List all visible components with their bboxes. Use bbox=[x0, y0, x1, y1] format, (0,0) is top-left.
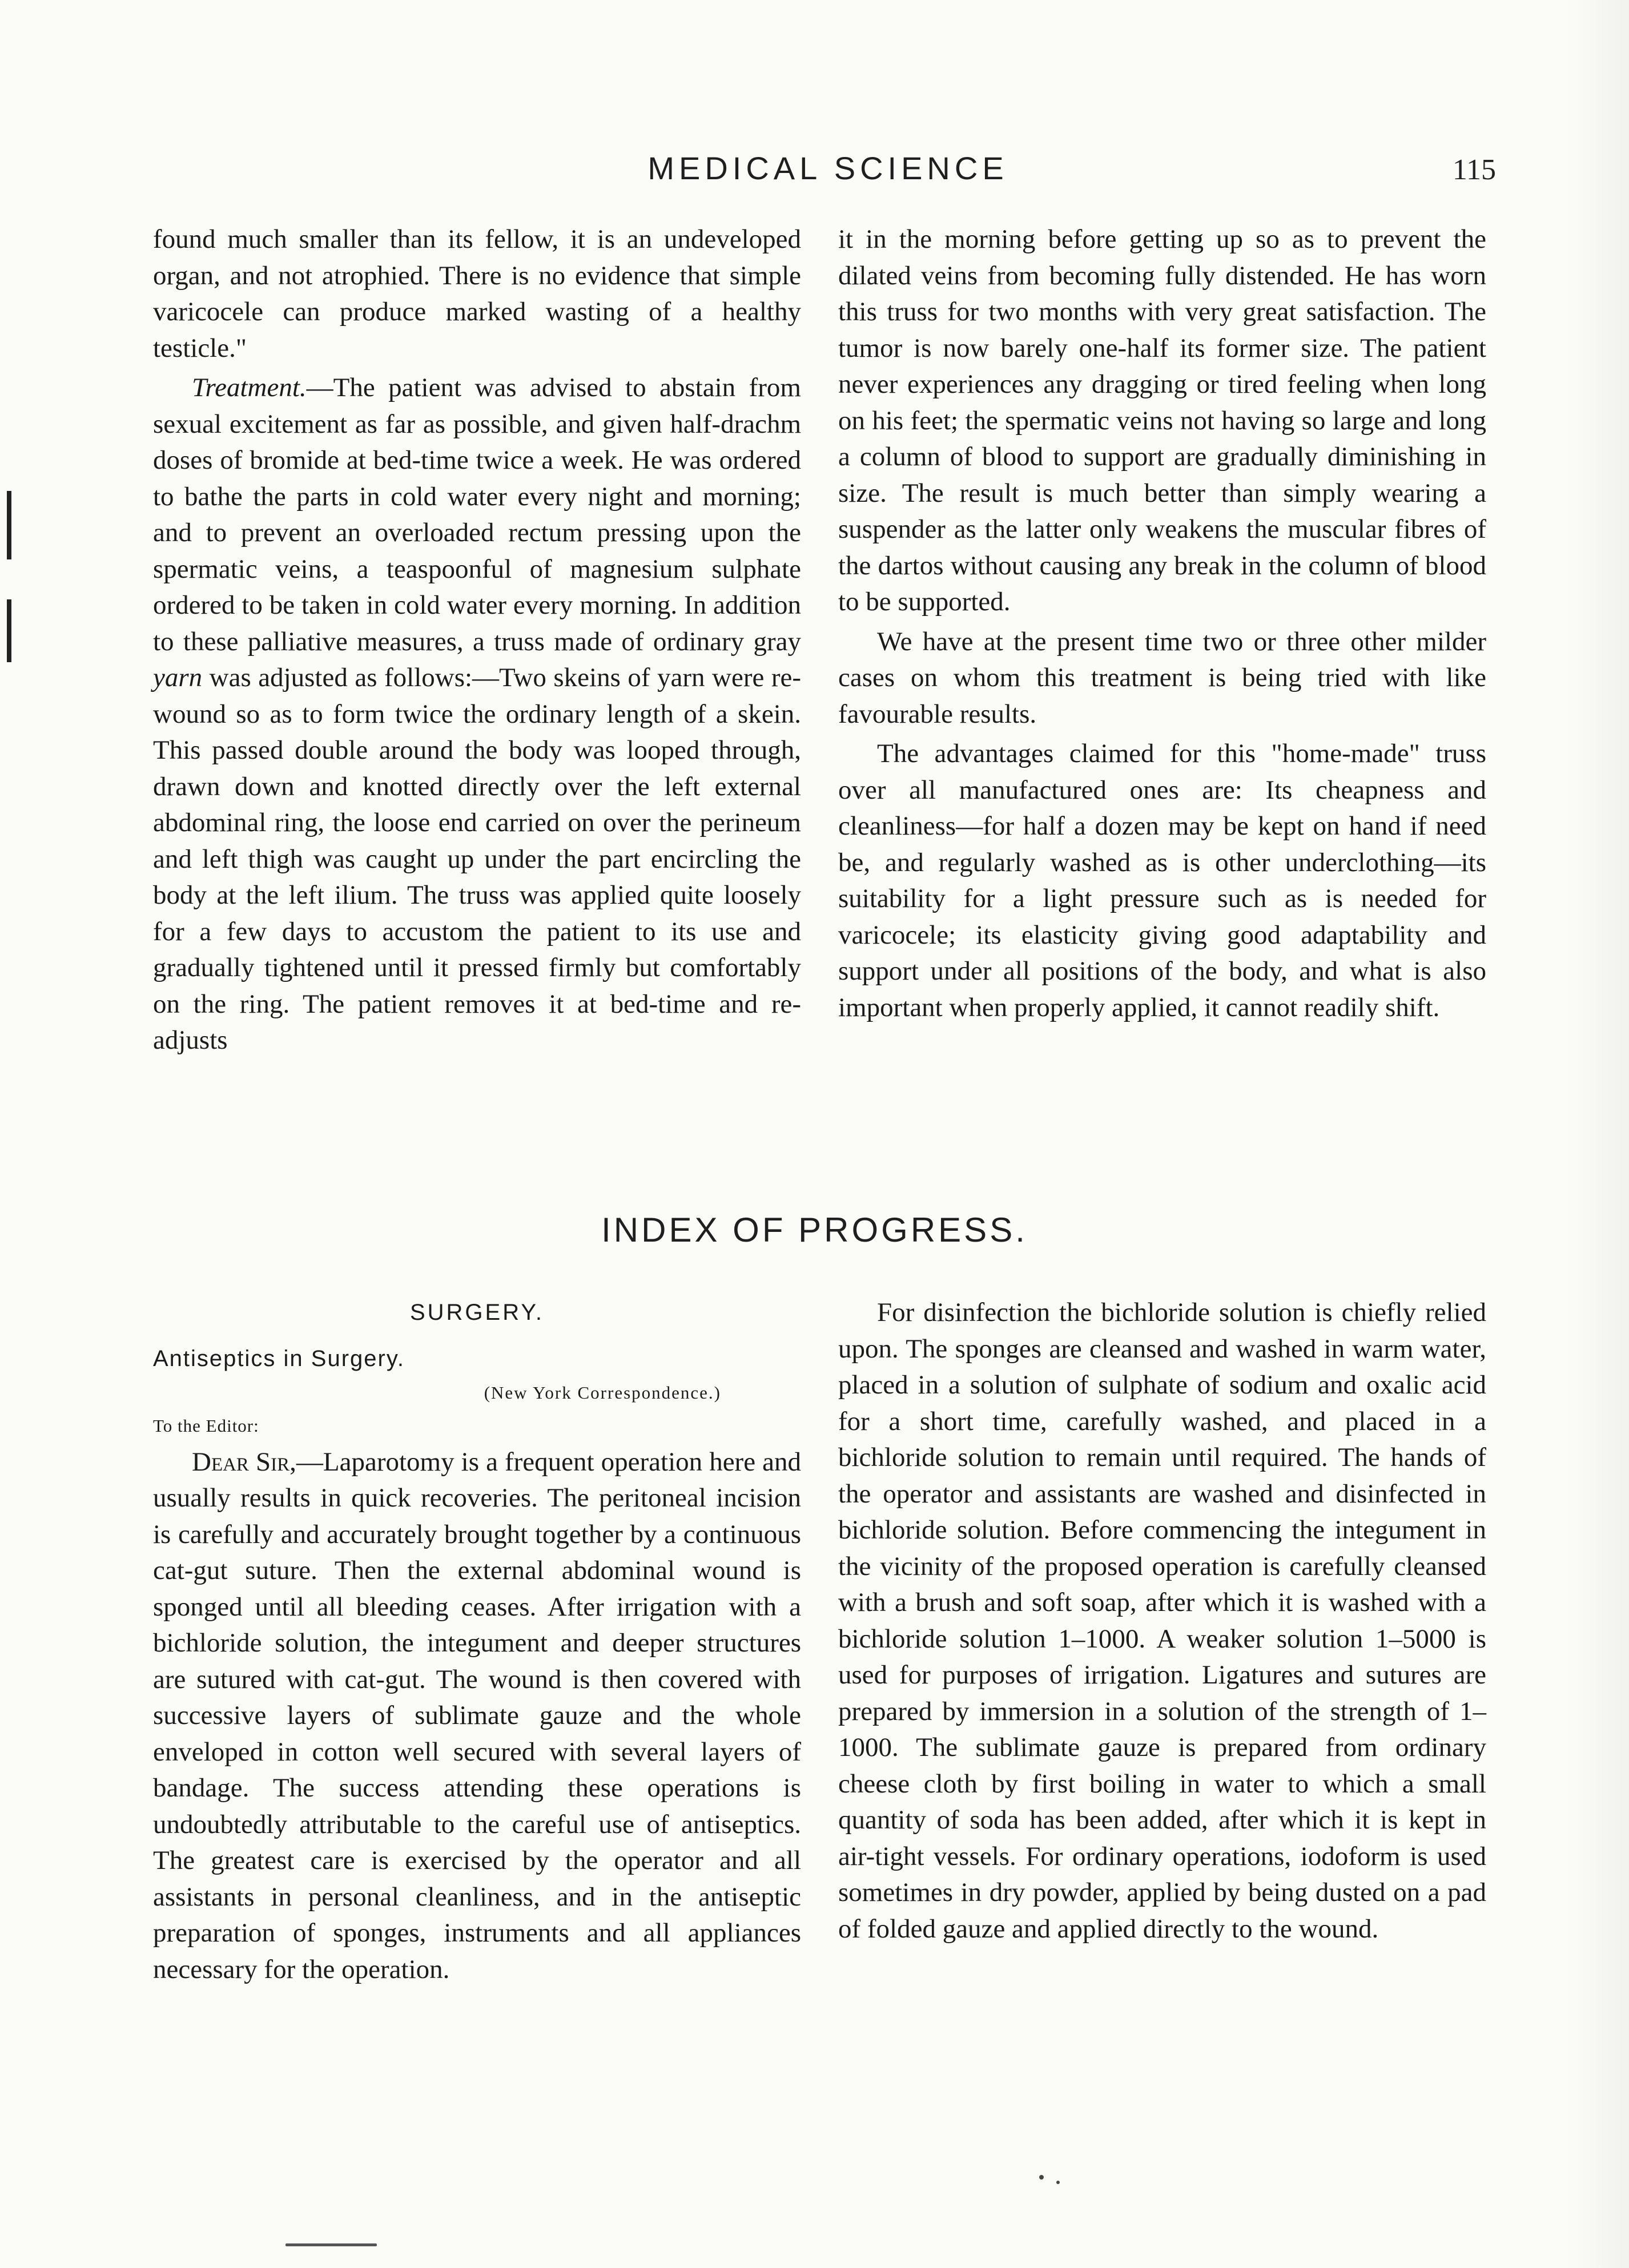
column-right-top bbox=[838, 221, 1486, 1026]
scan-margin-mark bbox=[7, 491, 11, 559]
treatment-text: —The patient was advised to abstain from sexual excitement as far as possible, and given half-drachm doses of bromide at bed-time twice a week. He was ordered to bathe the parts in cold water every night and morning; and to prevent an overloaded rectum pressing upon the spermatic veins, a teaspoonful of magnesium sulphate ordered to be taken in cold water every morning. In addition to these palliative measures, a truss made of ordinary gray bbox=[153, 373, 801, 656]
article-source: (New York Correspondence.) bbox=[484, 1382, 721, 1403]
letter-text: —Laparotomy is a frequent operation here and usually results in quick recoveries. The peritoneal incision is carefully and accurately brought together by a continuous cat-gut suture. Then the external abdominal wound is sponged until all bleeding ceases. After irrigation with a bichloride solution, the integument and deeper structures are sutured with cat-gut. The wound is then covered with successive layers of sublimate gauze and the whole enveloped in cotton well secured with several layers of bandage. The success attending these operations is undoubtedly attributable to the careful use of antiseptics. The greatest care is exercised by the operator and all assistants in personal cleanliness, and in the antiseptic preparation of sponges, instruments and all appliances necessary for the operation. bbox=[153, 1447, 801, 1984]
treatment-text-continued: was adjusted as follows:—Two skeins of yarn were re-wound so as to form twice the ordinary length of a skein. This passed double around the body was looped through, drawn down and knotted directly over the left external abdominal ring, the loose end carried on over the perineum and left thigh was caught up under the part encircling the body at the left ilium. The truss was applied quite loosely for a few days to accustom the patient to its use and gradually tightened until it pressed firmly but comfortably on the ring. The patient removes it at bed-time and re-adjusts bbox=[153, 663, 801, 1055]
paragraph: We have at the present time two or three other milder cases on whom this treatment is being tried with like favourable results. bbox=[838, 626, 1486, 729]
column-left-top bbox=[153, 221, 801, 1059]
paragraph: The advantages claimed for this "home-made" truss over all manufactured ones are: Its cheapness and cleanliness—for half a dozen may be kept on hand if need be, and regularly washed as is other underclothing—its suitability for a light pressure such as is needed for varicocele; its elasticity giving good adaptability and support under all positions of the body, and what is also important when properly applied, it cannot readily shift. bbox=[838, 739, 1486, 1022]
scan-edge-shading bbox=[1566, 0, 1629, 2268]
scan-smudge bbox=[285, 2243, 377, 2246]
running-title: MEDICAL SCIENCE bbox=[647, 150, 1008, 186]
salutation: To the Editor: bbox=[153, 1415, 259, 1436]
scan-margin-mark bbox=[7, 599, 11, 662]
paragraph: it in the morning before getting up so as to prevent the dilated veins from becoming fully distended. He has worn this truss for two months with very great satisfaction. The tumor is now barely one-half its former size. The patient never experiences any dragging or tired feeling when long on his feet; the spermatic veins not having so large and long a column of blood to support are gradually diminishing in size. The result is much better than simply wearing a suspender as the latter only weakens the muscular fibres of the dartos without causing any break in the column of blood to be supported. bbox=[838, 224, 1486, 617]
paragraph-treatment bbox=[153, 370, 801, 1059]
running-header bbox=[0, 150, 1629, 195]
yarn-word: yarn bbox=[153, 663, 203, 692]
page-number: 115 bbox=[1452, 154, 1496, 186]
scan-speck bbox=[1039, 2175, 1044, 2180]
letter-body bbox=[153, 1444, 801, 1988]
column-left-bottom bbox=[153, 1295, 801, 1988]
column-right-bottom bbox=[838, 1295, 1486, 1947]
paragraph: For disinfection the bichloride solution is chiefly relied upon. The sponges are cleansed and washed in warm water, placed in a solution of sulphate of sodium and oxalic acid for a short time, carefully washed, and placed in a bichloride solution to remain until required. The hands of the operator and assistants are washed and disinfected in bichloride solution. Before commencing the integument in the vicinity of the proposed operation is carefully cleansed with a brush and soft soap, after which it is washed with a bichloride solution 1–1000. A weaker solution 1–5000 is used for purposes of irrigation. Ligatures and sutures are prepared by immersion in a solution of the strength of 1–1000. The sublimate gauze is prepared from ordinary cheese cloth by first boiling in water to which a small quantity of soda has been added, after which it is kept in air-tight vessels. For ordinary operations, iodoform is used sometimes in dry powder, applied by being dusted on a pad of folded gauze and applied directly to the wound. bbox=[838, 1298, 1486, 1944]
treatment-label: Treatment. bbox=[192, 373, 307, 402]
article-title: Antiseptics in Surgery. bbox=[153, 1346, 405, 1371]
paragraph: found much smaller than its fellow, it is an undeveloped organ, and not atrophied. There is no evidence that simple varicocele can produce marked wasting of a healthy testicle." bbox=[153, 224, 801, 363]
subheading: SURGERY. bbox=[409, 1300, 545, 1325]
scan-speck bbox=[1056, 2181, 1060, 2184]
dear-sir: Dear Sir, bbox=[192, 1447, 296, 1477]
section-title: INDEX OF PROGRESS. bbox=[601, 1211, 1028, 1249]
